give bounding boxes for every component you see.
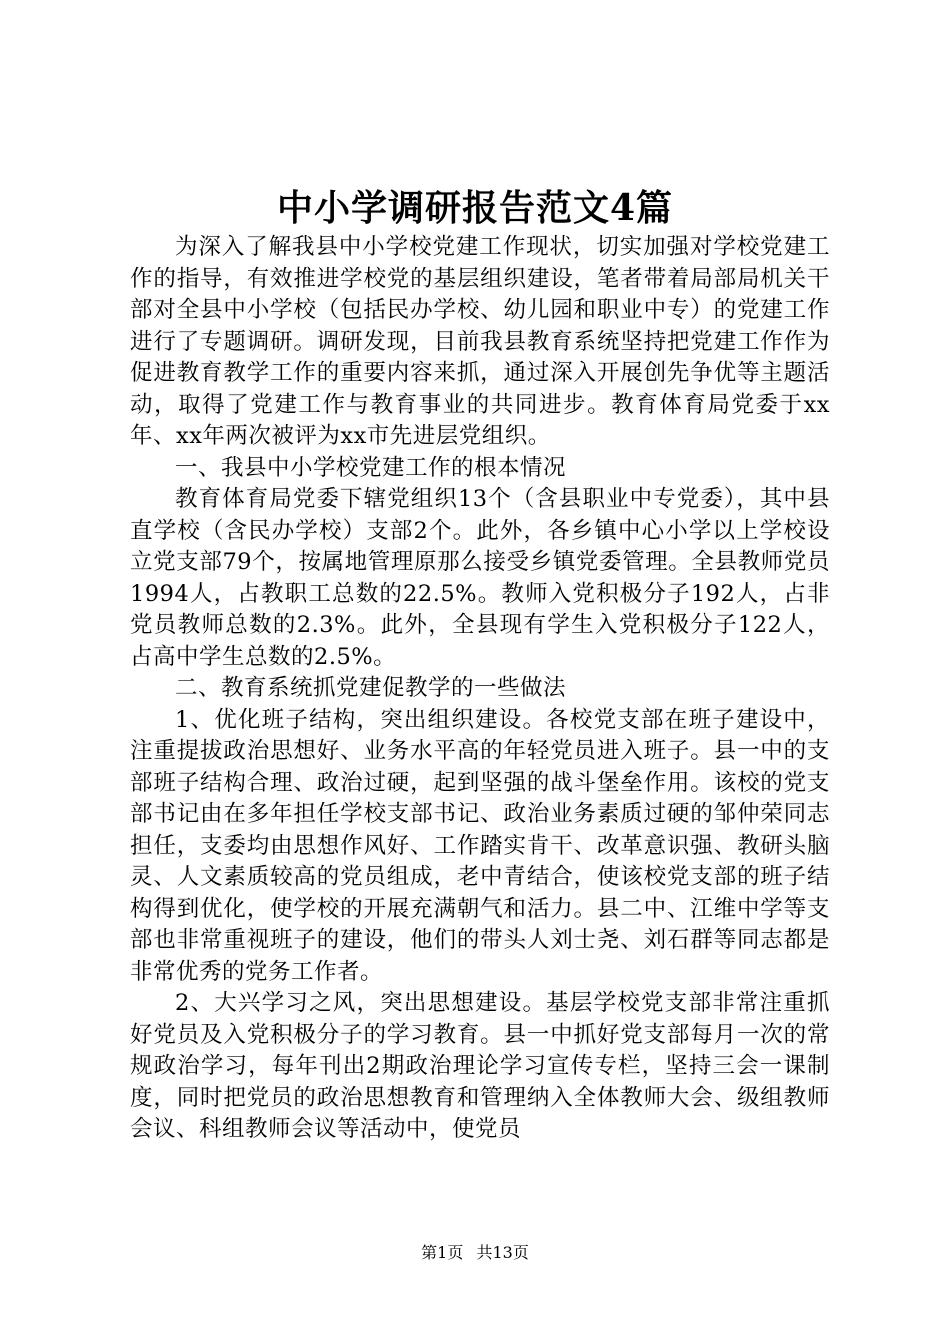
section-1-paragraph: 教育体育局党委下辖党组织13个（含县职业中专党委），其中县直学校（含民办学校）支部2个。此外，各乡镇中心小学以上学校设立党支部79个，按属地管理原那么接受乡镇党委管理。全县教师党员1994人，占教职工总数的22.5%。教师入党积极分子192人，占非党员教师总数的2.3%。此外，全县现有学生入党积极分子122人，占高中学生总数的2.5%。 — [130, 486, 830, 670]
intro-paragraph: 为深入了解我县中小学校党建工作现状，切实加强对学校党建工作的指导，有效推进学校党的基层组织建设，笔者带着局部局机关干部对全县中小学校（包括民办学校、幼儿园和职业中专）的党建工作进行了专题调研。调研发现，目前我县教育系统坚持把党建工作作为促进教育教学工作的重要内容来抓，通过深入开展创先争优等主题活动，取得了党建工作与教育事业的共同进步。教育体育局党委于xx年、xx年两次被评为xx市先进层党组织。 — [130, 234, 830, 449]
page-number: 第1页 — [421, 1243, 464, 1262]
document-title: 中小学调研报告范文4篇 — [276, 187, 674, 229]
page-footer — [0, 1242, 950, 1264]
section-heading-2: 二、教育系统抓党建促教学的一些做法 — [175, 675, 567, 701]
section-2-item-2: 2、大兴学习之风，突出思想建设。基层学校党支部非常注重抓好党员及入党积极分子的学习教育。县一中抓好党支部每月一次的常规政治学习，每年刊出2期政治理论学习宣传专栏，坚持三会一课制度，同时把党员的政治思想教育和管理纳入全体教师大会、级组教师会议、科组教师会议等活动中，使党员 — [130, 990, 830, 1142]
section-2-item-1: 1、优化班子结构，突出组织建设。各校党支部在班子建设中，注重提拔政治思想好、业务水平高的年轻党员进入班子。县一中的支部班子结构合理、政治过硬，起到坚强的战斗堡垒作用。该校的党支部书记由在多年担任学校支部书记、政治业务素质过硬的邹仲荣同志担任，支委均由思想作风好、工作踏实肯干、改革意识强、教研头脑灵、人文素质较高的党员组成，老中青结合，使该校党支部的班子结构得到优化，使学校的开展充满朝气和活力。县二中、江维中学等支部也非常重视班子的建设，他们的带头人刘士尧、刘石群等同志都是非常优秀的党务工作者。 — [130, 706, 830, 985]
document-body — [130, 232, 830, 1146]
section-heading-1: 一、我县中小学校党建工作的根本情况 — [175, 454, 567, 481]
page-total: 共13页 — [476, 1243, 529, 1262]
